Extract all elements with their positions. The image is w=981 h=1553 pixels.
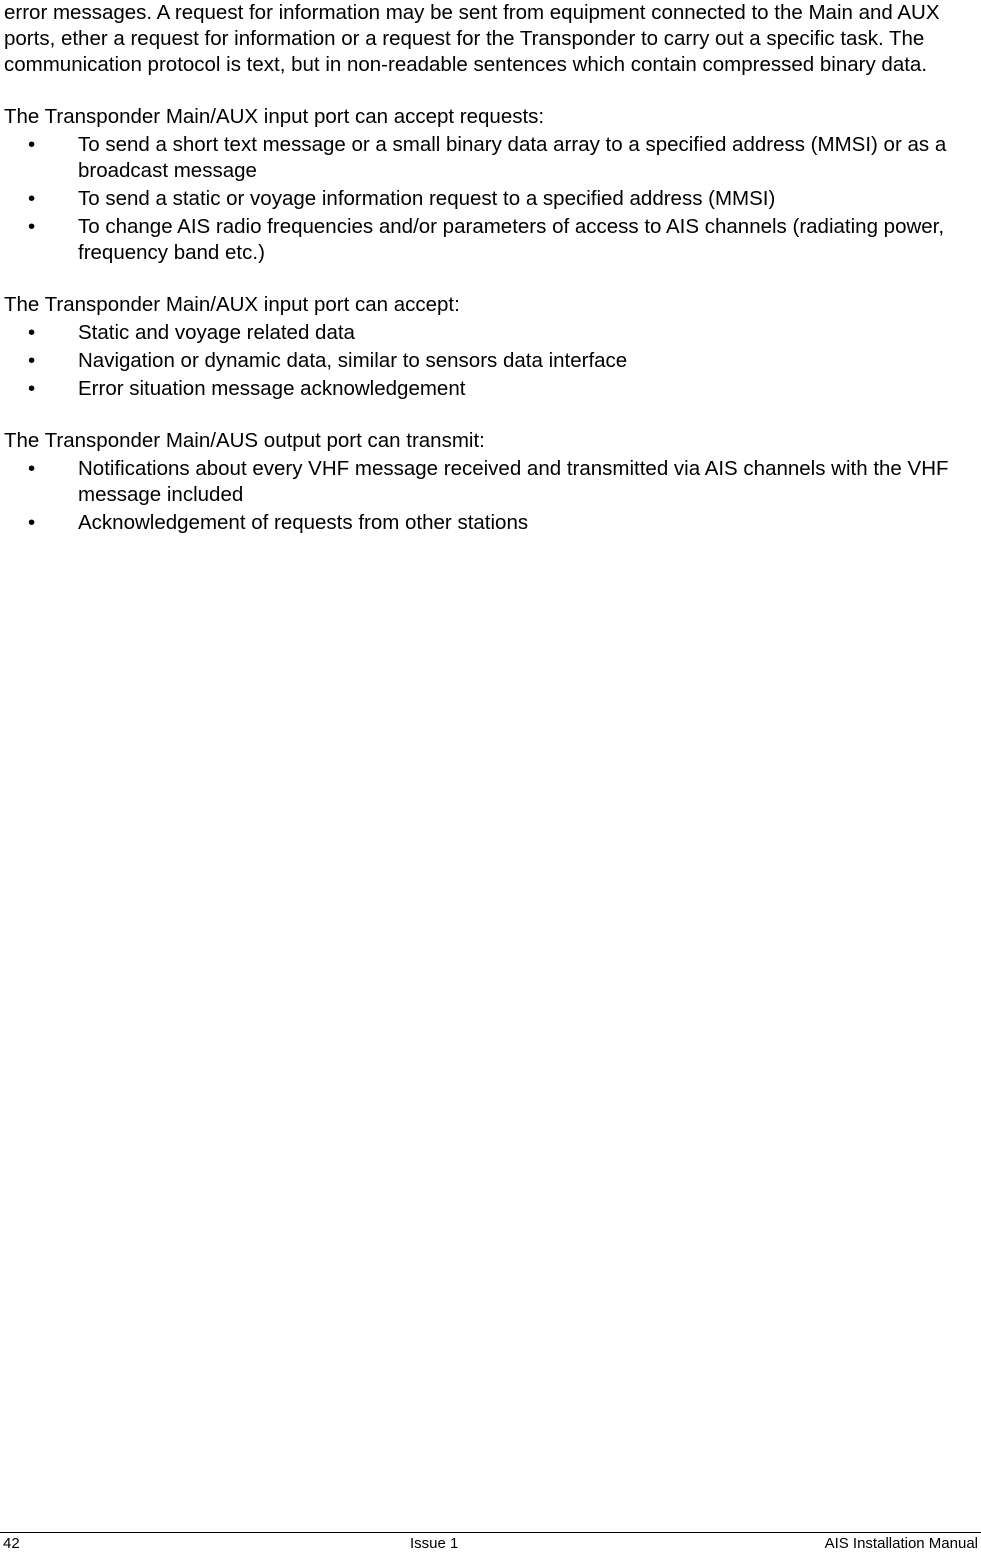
intro-paragraph: error messages. A request for information may be sent from equipment connected to the Main and AUX ports, ether a request for information or a request for the Transponder to carry out a specific task. The communication protocol is text, but in non-readable sentences which contain compressed binary data. — [4, 1, 940, 76]
list-item — [4, 132, 979, 184]
bullet-icon: • — [28, 457, 36, 480]
section-lead: The Transponder Main/AUX input port can accept requests: — [4, 105, 545, 128]
document-body — [4, 0, 979, 536]
list-item — [4, 510, 979, 536]
bullet-icon: • — [28, 187, 36, 210]
list-item — [4, 376, 979, 402]
list-item — [4, 186, 979, 212]
bullet-icon: • — [28, 377, 36, 400]
section-lead: The Transponder Main/AUS output port can transmit: — [4, 429, 485, 452]
bullet-icon: • — [28, 321, 36, 344]
section-outputs — [4, 428, 979, 536]
issue-label: Issue 1 — [410, 1535, 459, 1552]
bullet-icon: • — [28, 133, 36, 156]
section-inputs — [4, 292, 979, 402]
list-item-text: To send a static or voyage information request to a specified address (MMSI) — [78, 187, 776, 210]
list-item — [4, 348, 979, 374]
page-footer — [0, 1532, 981, 1552]
list-item-text: Static and voyage related data — [78, 321, 355, 344]
document-title: AIS Installation Manual — [824, 1535, 978, 1552]
list-item-text: Error situation message acknowledgement — [78, 377, 466, 400]
page-number: 42 — [3, 1535, 20, 1552]
bullet-list — [4, 456, 979, 536]
bullet-icon: • — [28, 511, 36, 534]
list-item-text: To change AIS radio frequencies and/or parameters of access to AIS channels (radiating power, frequency band etc.) — [78, 215, 945, 264]
bullet-list — [4, 132, 979, 266]
bullet-icon: • — [28, 215, 36, 238]
list-item — [4, 320, 979, 346]
section-lead: The Transponder Main/AUX input port can accept: — [4, 293, 460, 316]
list-item — [4, 214, 979, 266]
list-item-text: To send a short text message or a small binary data array to a specified address (MMSI) or as a broadcast message — [78, 133, 947, 182]
bullet-icon: • — [28, 349, 36, 372]
list-item-text: Navigation or dynamic data, similar to sensors data interface — [78, 349, 628, 372]
bullet-list — [4, 320, 979, 402]
list-item — [4, 456, 979, 508]
list-item-text: Notifications about every VHF message received and transmitted via AIS channels with the VHF message included — [78, 457, 949, 506]
list-item-text: Acknowledgement of requests from other stations — [78, 511, 529, 534]
section-requests — [4, 104, 979, 266]
